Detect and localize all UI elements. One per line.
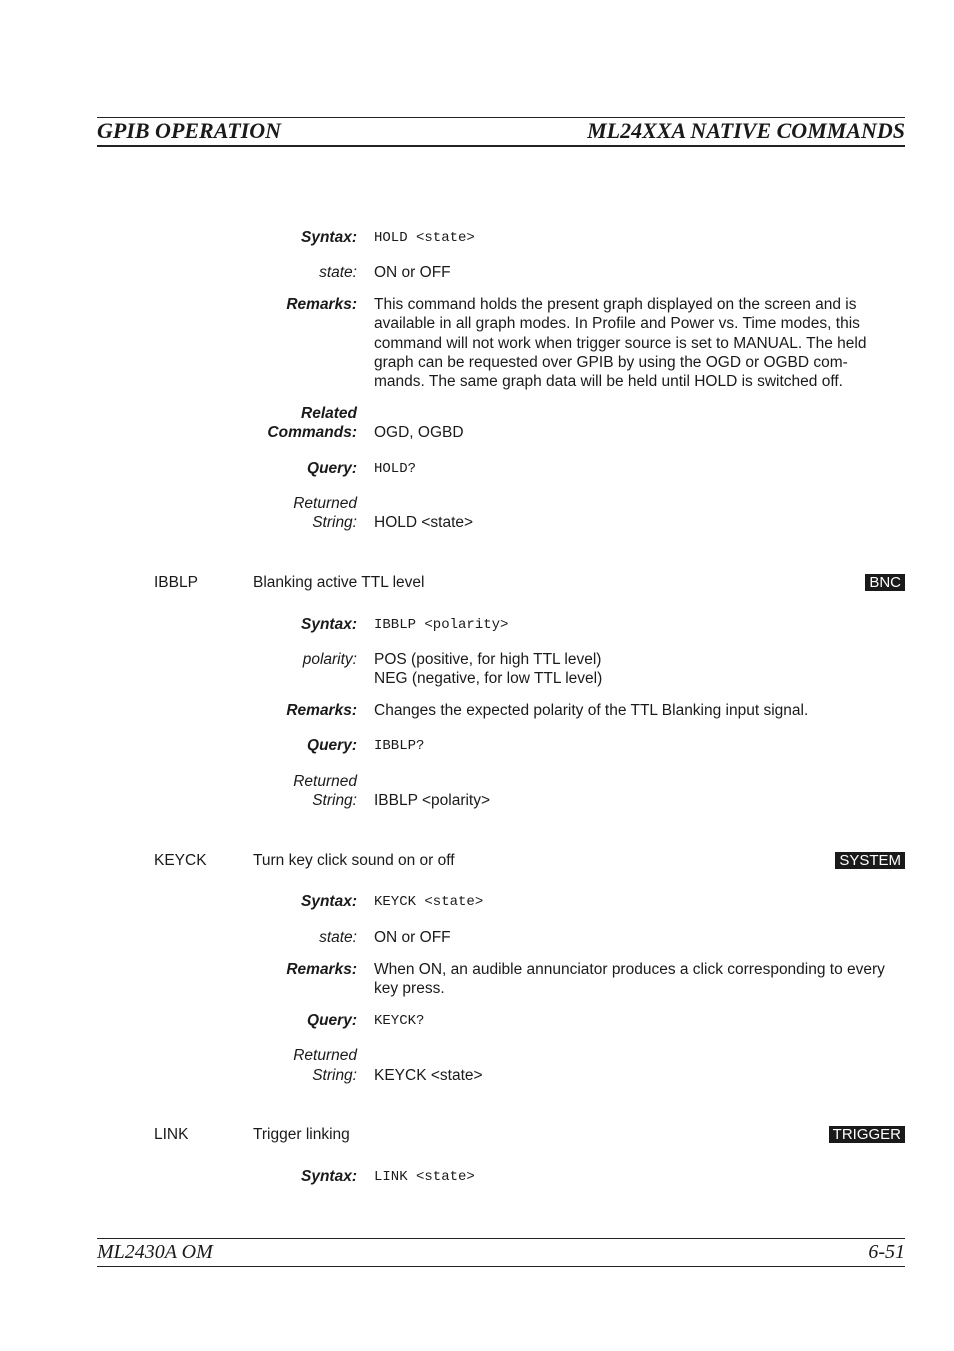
param-label: state: xyxy=(319,264,357,281)
query-label: Query: xyxy=(307,737,357,754)
query-value: IBBLP? xyxy=(374,738,425,754)
remarks-line: command will not work when trigger source is set to MANUAL. The held xyxy=(374,334,867,352)
returned-label: Returned xyxy=(293,1047,357,1064)
command-name: LINK xyxy=(154,1126,189,1143)
returned-label: Returned xyxy=(293,773,357,790)
syntax-label: Syntax: xyxy=(301,1168,357,1185)
command-description: Turn key click sound on or off xyxy=(253,852,455,869)
header-chapter-title: ML24XXA NATIVE COMMANDS xyxy=(587,118,905,143)
remarks-label: Remarks: xyxy=(286,961,357,978)
category-badge: BNC xyxy=(865,574,905,591)
category-badge: SYSTEM xyxy=(835,852,905,869)
command-description: Blanking active TTL level xyxy=(253,574,425,591)
syntax-label: Syntax: xyxy=(301,229,357,246)
footer-manual-title: ML2430A OM xyxy=(97,1241,213,1263)
remarks-label: Remarks: xyxy=(286,702,357,719)
footer-bottom-rule xyxy=(97,1266,905,1267)
syntax-label: Syntax: xyxy=(301,893,357,910)
footer-top-rule xyxy=(97,1238,905,1239)
query-value: KEYCK? xyxy=(374,1013,425,1029)
command-name: KEYCK xyxy=(154,852,207,869)
remarks-line: mands. The same graph data will be held until HOLD is switched off. xyxy=(374,373,843,391)
related-label: Commands: xyxy=(267,424,357,441)
param-value xyxy=(374,650,602,689)
param-label: polarity: xyxy=(302,651,357,668)
param-line: NEG (negative, for low TTL level) xyxy=(374,670,603,688)
footer-page-number: 6-51 xyxy=(868,1241,905,1263)
returned-label: String: xyxy=(312,514,357,531)
remarks-line: key press. xyxy=(374,980,445,998)
remarks-line: graph can be requested over GPIB by using the OGD or OGBD com- xyxy=(374,353,848,371)
returned-label: String: xyxy=(312,1067,357,1084)
remarks-line: When ON, an audible annunciator produces a click corresponding to every xyxy=(374,961,885,978)
command-description: Trigger linking xyxy=(253,1126,350,1143)
related-label: Related xyxy=(301,405,357,422)
syntax-value: LINK <state> xyxy=(374,1169,475,1185)
query-label: Query: xyxy=(307,1012,357,1029)
header-section-title: GPIB OPERATION xyxy=(97,118,281,143)
returned-value: IBBLP <polarity> xyxy=(374,792,491,809)
returned-value: HOLD <state> xyxy=(374,514,474,531)
remarks-text xyxy=(374,960,885,999)
remarks-text xyxy=(374,295,866,391)
remarks-text: Changes the expected polarity of the TTL Blanking input signal. xyxy=(374,702,809,719)
syntax-label: Syntax: xyxy=(301,616,357,633)
related-value: OGD, OGBD xyxy=(374,424,464,441)
query-label: Query: xyxy=(307,460,357,477)
header-bottom-rule xyxy=(97,145,905,147)
syntax-value: KEYCK <state> xyxy=(374,894,484,910)
query-value: HOLD? xyxy=(374,461,417,477)
remarks-label: Remarks: xyxy=(286,296,357,313)
category-badge: TRIGGER xyxy=(829,1126,905,1143)
command-name: IBBLP xyxy=(154,574,198,591)
param-value: ON or OFF xyxy=(374,929,451,946)
param-line: POS (positive, for high TTL level) xyxy=(374,651,602,668)
param-value: ON or OFF xyxy=(374,264,451,281)
returned-label: Returned xyxy=(293,495,357,512)
syntax-value: IBBLP <polarity> xyxy=(374,617,509,633)
param-label: state: xyxy=(319,929,357,946)
returned-label: String: xyxy=(312,792,357,809)
remarks-line: available in all graph modes. In Profile and Power vs. Time modes, this xyxy=(374,315,860,333)
returned-value: KEYCK <state> xyxy=(374,1067,483,1084)
syntax-value: HOLD <state> xyxy=(374,230,475,246)
remarks-line: This command holds the present graph displayed on the screen and is xyxy=(374,296,857,313)
